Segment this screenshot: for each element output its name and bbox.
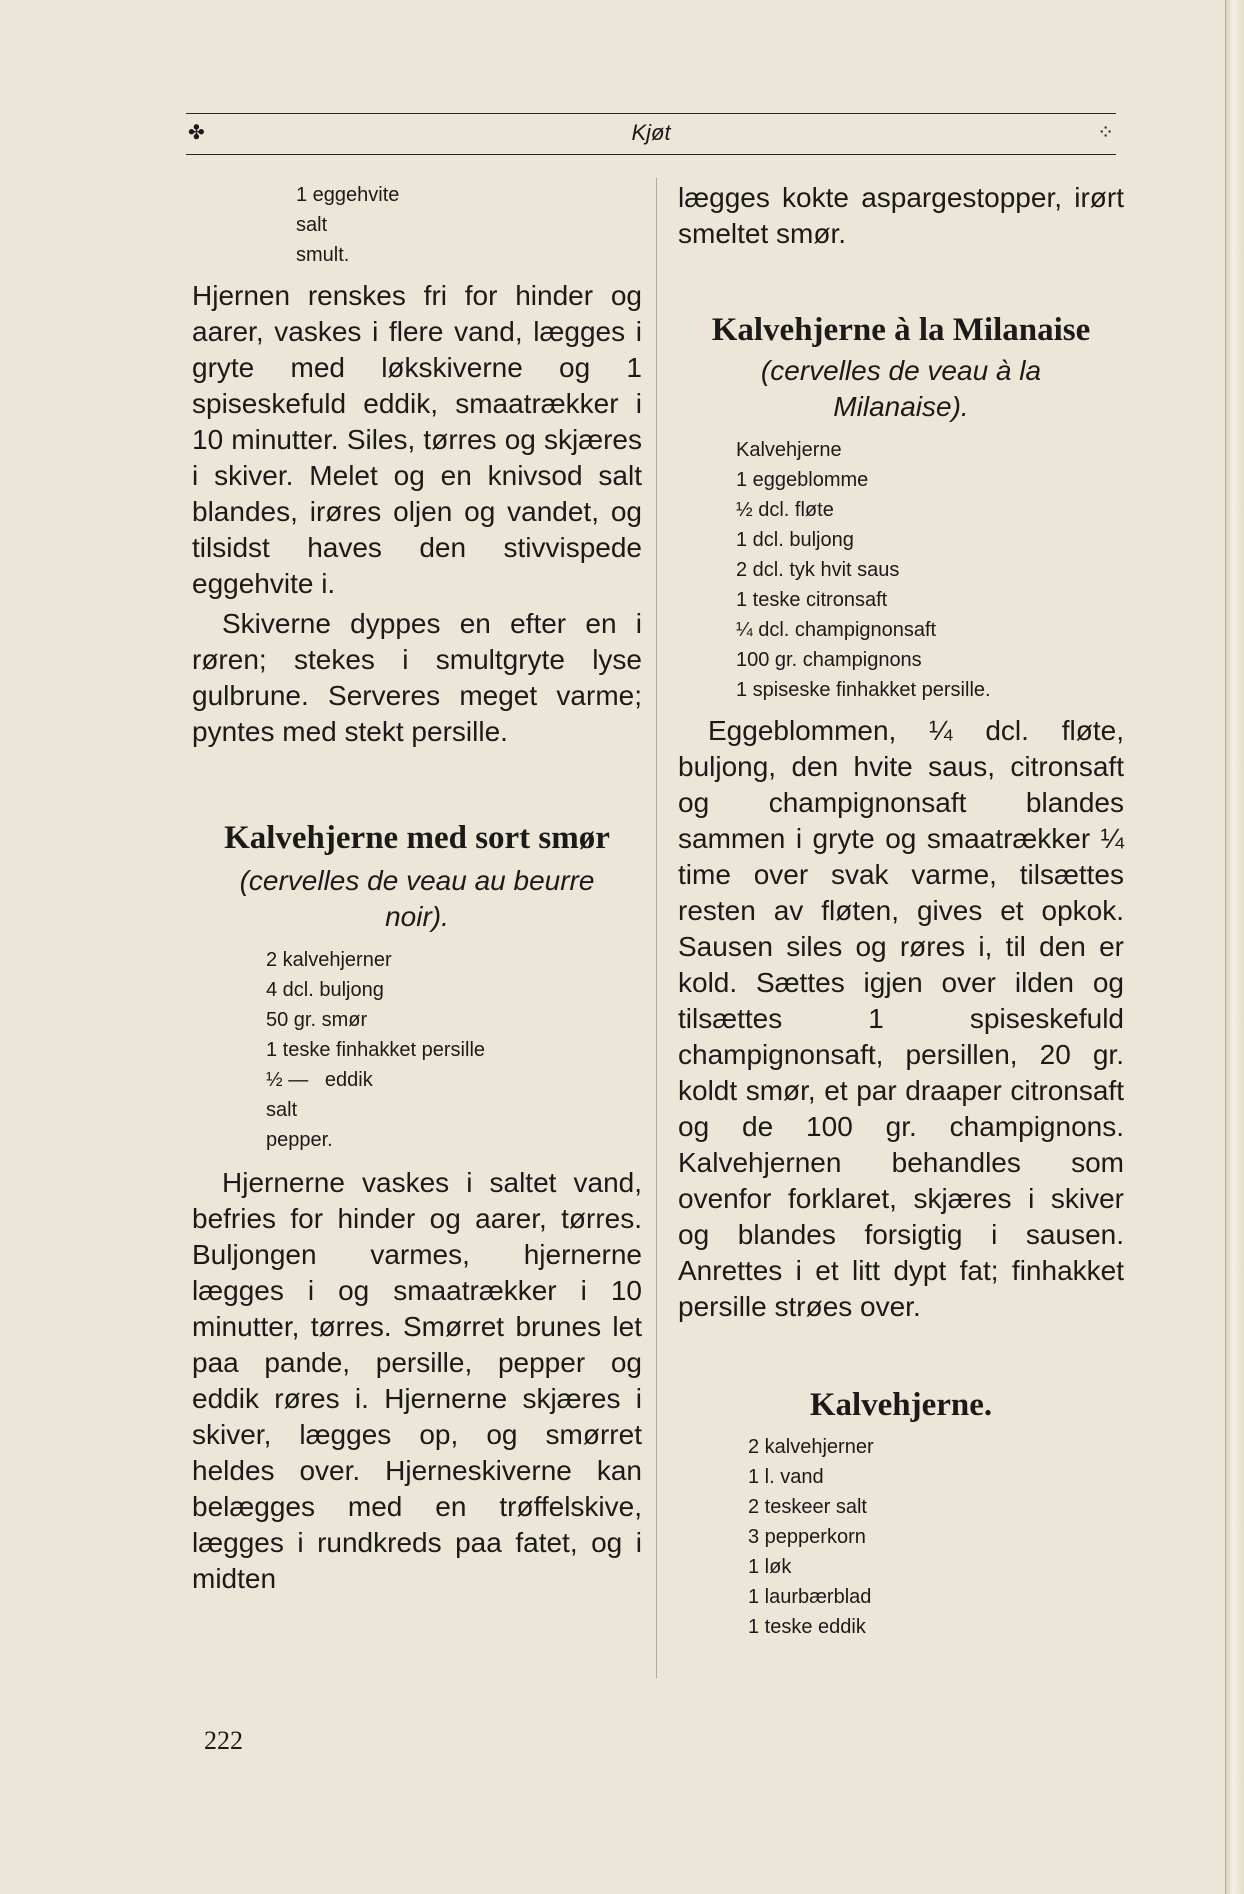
page-edge — [1225, 0, 1244, 1894]
ingredient-line: pepper. — [266, 1129, 333, 1151]
recipe-subtitle: (cervelles de veau au beurre noir). — [239, 865, 595, 932]
paragraph: lægges kokte aspargestopper, irørt smeltet smør. — [678, 182, 1124, 249]
ornament-left-icon: ✤ — [188, 122, 205, 144]
paragraph: Hjernerne vaskes i saltet vand, befries for hinder og aarer, tørres. Buljongen varmes, hjernerne lægges i og smaatrækker i 10 minutter, tørres. Smørret brunes let paa pande, persille, pepper og eddik røres i. Hjernerne skjæres i skiver, lægges op, og smørret heldes over. Hjerneskiverne kan belægges med en trøffelskive, lægges i rundkreds paa fatet, og i midten — [192, 1167, 642, 1594]
ingredient-line: salt — [296, 214, 328, 236]
ingredient-line: ½ — eddik — [266, 1069, 373, 1091]
recipe-title: Kalvehjerne. — [809, 1387, 993, 1423]
ingredient-line: 1 l. vand — [748, 1466, 824, 1488]
ingredient-line: 1 eggehvite — [296, 184, 400, 206]
recipe-subtitle: (cervelles de veau à la Milanaise). — [760, 355, 1042, 422]
paragraph: Hjernen renskes fri for hinder og aarer, vaskes i flere vand, lægges i gryte med løkskiverne og 1 spiseskefuld eddik, smaatrækker i 10 minutter. Siles, tørres og skjæres i skiver. Melet og en knivsod salt blandes, irøres oljen og vandet, og tilsidst haves den stivvispede eggehvite i. — [192, 280, 642, 599]
ingredient-line: 1 teske citronsaft — [736, 589, 888, 611]
ingredient-line: ½ dcl. fløte — [736, 499, 834, 521]
ingredient-line: 1 teske finhakket persille — [266, 1039, 486, 1061]
header-title: Kjøt — [631, 120, 671, 145]
ingredient-line: 4 dcl. buljong — [266, 979, 384, 1001]
page-number: 222 — [204, 1726, 243, 1755]
ingredient-line: 1 eggeblomme — [736, 469, 869, 491]
ingredient-line: 1 dcl. buljong — [736, 529, 854, 551]
ingredient-line: 100 gr. champignons — [736, 649, 922, 671]
ingredient-line: 1 spiseske finhakket persille. — [736, 679, 991, 701]
ingredient-line: smult. — [296, 244, 350, 266]
right-column — [678, 180, 1124, 1642]
ingredient-line: 2 kalvehjerner — [748, 1436, 874, 1458]
recipe-title: Kalvehjerne à la Milanaise — [711, 312, 1091, 348]
ingredient-line: ¼ dcl. champignonsaft — [736, 619, 937, 641]
ingredient-line: 3 pepperkorn — [748, 1526, 866, 1548]
running-header — [186, 113, 1116, 155]
left-column — [192, 180, 642, 1597]
ingredient-line: 50 gr. smør — [266, 1009, 368, 1031]
recipe-title: Kalvehjerne med sort smør — [224, 820, 610, 856]
ingredient-line: 1 laurbærblad — [748, 1586, 872, 1608]
paragraph: Eggeblommen, ¼ dcl. fløte, buljong, den hvite saus, citronsaft og champignonsaft blandes sammen i gryte og smaatrækker ¼ time over svak varme, tilsættes resten av fløten, gives et opkok. Sausen siles og røres i, til den er kold. Sættes igjen over ilden og tilsættes 1 spiseskefuld champignonsaft, persillen, 20 gr. koldt smør, et par draaper citronsaft og de 100 gr. champignons. Kalvehjernen behandles som ovenfor forklaret, skjæres i skiver og blandes forsigtig i sausen. Anrettes i et litt dypt fat; finhakket persille strøes over. — [678, 715, 1124, 1322]
paragraph: Skiverne dyppes en efter en i røren; stekes i smultgryte lyse gulbrune. Serveres meget varme; pyntes med stekt persille. — [192, 608, 642, 747]
ingredient-line: 1 teske eddik — [748, 1616, 866, 1638]
ingredient-line: salt — [266, 1099, 298, 1121]
ornament-right-icon: ⁘ — [1097, 122, 1114, 144]
ingredient-line: Kalvehjerne — [736, 439, 842, 461]
ingredient-line: 1 løk — [748, 1556, 792, 1578]
column-divider — [656, 178, 657, 1678]
ingredient-line: 2 kalvehjerner — [266, 949, 392, 971]
ingredient-line: 2 dcl. tyk hvit saus — [736, 559, 900, 581]
ingredient-line: 2 teskeer salt — [748, 1496, 867, 1518]
